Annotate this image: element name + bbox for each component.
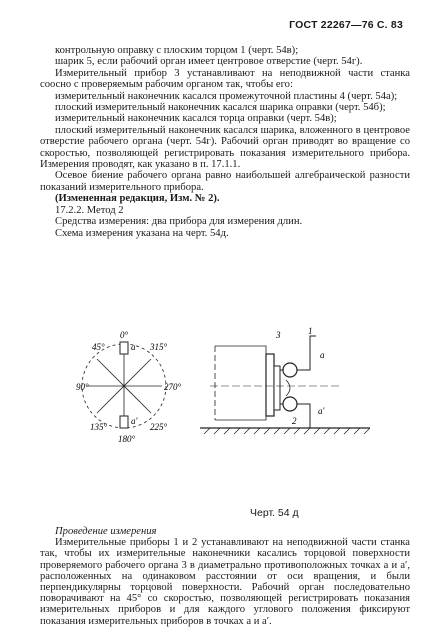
probe-top [120,342,128,354]
amendment-note: (Измененная редакция, Изм. № 2). [55,193,220,205]
indicator-arm [297,336,316,370]
callout-label: 1 [308,326,313,336]
paragraph: Осевое биение рабочего органа равно наибольшей алгебраической разности показаний измерительного прибора. [40,170,410,193]
indicator-2 [283,397,297,411]
point-label: a [320,350,325,360]
paragraph: измерительный наконечник касался торца оправки (черт. 54в); [55,113,337,125]
machine-diagram [200,326,370,434]
rotation-arrow [286,380,290,396]
angle-label: 315° [150,342,168,352]
paragraph: контрольную оправку с плоским торцом 1 (черт. 54в); [55,45,299,56]
measurement-diagram [76,326,380,504]
paragraph: Средства измерения: два прибора для измерения длин. [55,216,303,228]
angle-label: 0° [120,330,129,340]
work-table [215,346,266,420]
angle-label: 270° [164,382,182,392]
angle-label: 45° [92,342,105,352]
callout-label: 3 [276,330,281,340]
angle-diagram [76,330,182,444]
angle-label: 90° [76,382,89,392]
callout-label: 2 [292,416,297,426]
point-label: a′ [318,406,325,416]
body-text [40,45,410,239]
paragraph: Измерительные приборы 1 и 2 устанавливают на неподвижной части станка так, чтобы их измерительные наконечники касались торцовой поверхности проверяемого рабочего органа 3 в диаметрально противоположных точках a и a′, расположенных на одинаковом расстоянии от оси вращения, и были перпендикулярны торцовой поверхности. Рабочий орган последовательно поворачивают на 45° со скоростью, позволяющей регистрировать показания измерительных приборов и для каждого углового положения фиксируют показания измерительных приборов в точках a и a′. [40,537,410,627]
body-text-2 [40,526,410,627]
probe-bottom [120,416,128,428]
angle-label: 225° [150,422,168,432]
point-label: a [131,342,136,352]
section-heading: 17.2.2. Метод 2 [55,204,124,216]
paragraph: шарик 5, если рабочий орган имеет центровое отверстие (черт. 54г). [55,56,363,68]
point-label: a′ [131,416,138,426]
indicator-1 [283,363,297,377]
paragraph: Схема измерения указана на черт. 54д. [55,227,229,239]
angle-label: 135° [90,422,108,432]
base-hatching [204,428,370,434]
figure-caption: Черт. 54 д [250,507,299,519]
paragraph: плоский измерительный наконечник касался шарика, вложенного в центровое отверстие рабочего органа (черт. 54г). Рабочий орган приводят во вращение со скоростью, позволяющей регистрировать показания измерительного прибора. Измерения проводят, как указано в п. 17.1.1. [40,124,410,171]
indicator-arm [297,404,310,428]
page-header: ГОСТ 22267—76 С. 83 [289,19,403,31]
angle-label: 180° [118,434,136,444]
paragraph: измерительный наконечник касался промежуточной пластины 4 (черт. 54а); [55,90,398,102]
section-title: Проведение измерения [55,526,157,537]
rotating-member [266,354,274,416]
paragraph: плоский измерительный наконечник касался шарика оправки (черт. 54б); [55,102,386,114]
paragraph: Измерительный прибор 3 устанавливают на неподвижной части станка соосно с проверяемым рабочим органом так, чтобы его: [40,67,410,91]
spindle-face [274,366,280,410]
